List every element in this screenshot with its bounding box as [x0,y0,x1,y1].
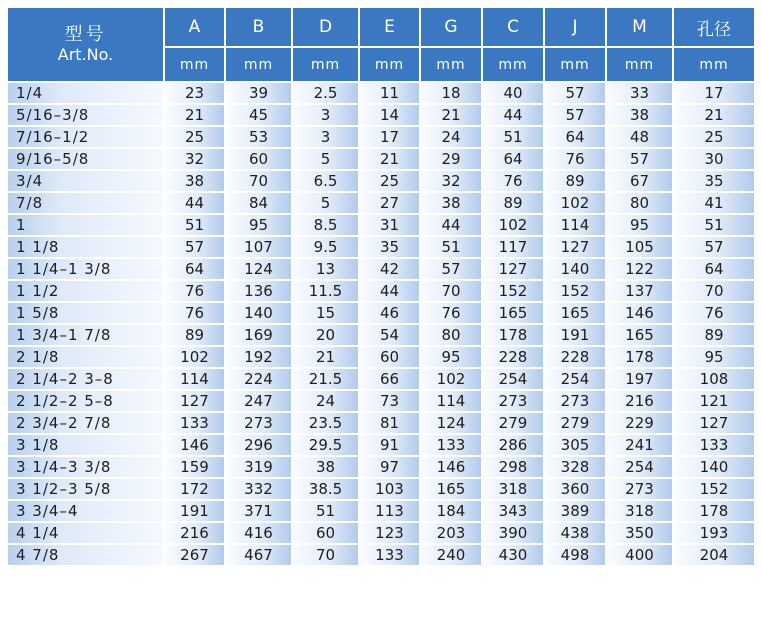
model-cell: 7/16–1/2 [8,127,163,147]
value-cell: 371 [226,501,291,521]
unit-j: mm [545,48,605,81]
value-cell: 81 [360,413,419,433]
value-cell: 318 [607,501,672,521]
value-cell: 390 [483,523,543,543]
value-cell: 38 [165,171,224,191]
value-cell: 102 [545,193,605,213]
value-cell: 400 [607,545,672,565]
value-cell: 247 [226,391,291,411]
value-cell: 25 [360,171,419,191]
value-cell: 66 [360,369,419,389]
value-cell: 216 [607,391,672,411]
value-cell: 15 [293,303,358,323]
value-cell: 254 [545,369,605,389]
value-cell: 184 [421,501,481,521]
value-cell: 430 [483,545,543,565]
table-row [8,479,754,499]
value-cell: 21 [165,105,224,125]
value-cell: 178 [483,325,543,345]
value-cell: 8.5 [293,215,358,235]
value-cell: 24 [293,391,358,411]
value-cell: 73 [360,391,419,411]
value-cell: 343 [483,501,543,521]
value-cell: 35 [674,171,754,191]
value-cell: 178 [607,347,672,367]
column-header-e: E [360,8,419,46]
value-cell: 6.5 [293,171,358,191]
value-cell: 17 [360,127,419,147]
value-cell: 30 [674,149,754,169]
value-cell: 89 [674,325,754,345]
value-cell: 203 [421,523,481,543]
value-cell: 13 [293,259,358,279]
value-cell: 191 [545,325,605,345]
value-cell: 29 [421,149,481,169]
value-cell: 114 [545,215,605,235]
value-cell: 137 [607,281,672,301]
value-cell: 241 [607,435,672,455]
model-cell: 3 1/2–3 5/8 [8,479,163,499]
unit-c: mm [483,48,543,81]
value-cell: 76 [483,171,543,191]
column-header-b: B [226,8,291,46]
value-cell: 3 [293,127,358,147]
value-cell: 35 [360,237,419,257]
value-cell: 178 [674,501,754,521]
model-header-en: Art.No. [57,44,114,64]
value-cell: 21 [674,105,754,125]
spec-table [6,6,756,567]
value-cell: 3 [293,105,358,125]
value-cell: 273 [483,391,543,411]
table-row [8,369,754,389]
model-cell: 2 3/4–2 7/8 [8,413,163,433]
value-cell: 298 [483,457,543,477]
unit-g: mm [421,48,481,81]
column-header-c: C [483,8,543,46]
value-cell: 23 [165,83,224,103]
value-cell: 102 [421,369,481,389]
value-cell: 127 [483,259,543,279]
value-cell: 42 [360,259,419,279]
model-cell: 1 [8,215,163,235]
table-row [8,303,754,323]
value-cell: 105 [607,237,672,257]
value-cell: 193 [674,523,754,543]
value-cell: 192 [226,347,291,367]
value-cell: 254 [483,369,543,389]
model-cell: 3/4 [8,171,163,191]
value-cell: 76 [165,281,224,301]
column-header-d: D [293,8,358,46]
value-cell: 229 [607,413,672,433]
value-cell: 172 [165,479,224,499]
value-cell: 38 [421,193,481,213]
value-cell: 89 [483,193,543,213]
value-cell: 152 [545,281,605,301]
value-cell: 46 [360,303,419,323]
model-cell: 4 7/8 [8,545,163,565]
value-cell: 228 [545,347,605,367]
table-row [8,237,754,257]
value-cell: 76 [165,303,224,323]
value-cell: 70 [293,545,358,565]
value-cell: 95 [421,347,481,367]
value-cell: 25 [165,127,224,147]
value-cell: 124 [421,413,481,433]
value-cell: 51 [674,215,754,235]
value-cell: 44 [165,193,224,213]
table-row [8,83,754,103]
model-cell: 1 1/8 [8,237,163,257]
value-cell: 11.5 [293,281,358,301]
value-cell: 279 [545,413,605,433]
column-header-g: G [421,8,481,46]
model-header-zh: 型号 [64,23,107,45]
model-cell: 1 1/4–1 3/8 [8,259,163,279]
value-cell: 57 [674,237,754,257]
value-cell: 20 [293,325,358,345]
model-cell: 1 3/4–1 7/8 [8,325,163,345]
value-cell: 2.5 [293,83,358,103]
value-cell: 23.5 [293,413,358,433]
value-cell: 438 [545,523,605,543]
model-cell: 2 1/4–2 3–8 [8,369,163,389]
value-cell: 228 [483,347,543,367]
value-cell: 9.5 [293,237,358,257]
value-cell: 57 [165,237,224,257]
value-cell: 64 [483,149,543,169]
value-cell: 216 [165,523,224,543]
value-cell: 64 [165,259,224,279]
value-cell: 57 [421,259,481,279]
value-cell: 32 [421,171,481,191]
spec-table-container [6,6,756,567]
value-cell: 14 [360,105,419,125]
value-cell: 29.5 [293,435,358,455]
value-cell: 102 [165,347,224,367]
value-cell: 45 [226,105,291,125]
value-cell: 117 [483,237,543,257]
model-cell: 3 1/8 [8,435,163,455]
table-row [8,127,754,147]
value-cell: 53 [226,127,291,147]
value-cell: 84 [226,193,291,213]
value-cell: 159 [165,457,224,477]
value-cell: 21 [293,347,358,367]
column-header-a: A [165,8,224,46]
value-cell: 107 [226,237,291,257]
column-header-bore: 孔径 [674,8,754,46]
table-row [8,435,754,455]
value-cell: 389 [545,501,605,521]
table-row [8,413,754,433]
value-cell: 332 [226,479,291,499]
value-cell: 89 [165,325,224,345]
model-cell: 1 1/2 [8,281,163,301]
column-header-j: J [545,8,605,46]
value-cell: 21.5 [293,369,358,389]
table-row [8,347,754,367]
value-cell: 80 [607,193,672,213]
value-cell: 102 [483,215,543,235]
value-cell: 54 [360,325,419,345]
value-cell: 38.5 [293,479,358,499]
value-cell: 67 [607,171,672,191]
value-cell: 108 [674,369,754,389]
value-cell: 273 [607,479,672,499]
table-row [8,171,754,191]
value-cell: 76 [674,303,754,323]
value-cell: 498 [545,545,605,565]
model-cell: 4 1/4 [8,523,163,543]
model-cell: 1/4 [8,83,163,103]
value-cell: 76 [545,149,605,169]
value-cell: 5 [293,149,358,169]
value-cell: 97 [360,457,419,477]
value-cell: 224 [226,369,291,389]
unit-a: mm [165,48,224,81]
value-cell: 146 [421,457,481,477]
table-row [8,215,754,235]
value-cell: 44 [483,105,543,125]
value-cell: 64 [545,127,605,147]
unit-b: mm [226,48,291,81]
model-cell: 2 1/2–2 5–8 [8,391,163,411]
value-cell: 122 [607,259,672,279]
value-cell: 416 [226,523,291,543]
value-cell: 127 [165,391,224,411]
value-cell: 204 [674,545,754,565]
value-cell: 60 [360,347,419,367]
value-cell: 152 [483,281,543,301]
model-cell: 2 1/8 [8,347,163,367]
value-cell: 91 [360,435,419,455]
table-row [8,523,754,543]
value-cell: 33 [607,83,672,103]
table-row [8,149,754,169]
unit-e: mm [360,48,419,81]
value-cell: 165 [421,479,481,499]
value-cell: 197 [607,369,672,389]
value-cell: 140 [545,259,605,279]
value-cell: 136 [226,281,291,301]
table-row [8,501,754,521]
table-row [8,281,754,301]
table-row [8,457,754,477]
value-cell: 103 [360,479,419,499]
model-cell: 3 1/4–3 3/8 [8,457,163,477]
value-cell: 38 [293,457,358,477]
value-cell: 121 [674,391,754,411]
value-cell: 127 [674,413,754,433]
value-cell: 60 [293,523,358,543]
model-cell: 1 5/8 [8,303,163,323]
value-cell: 240 [421,545,481,565]
value-cell: 286 [483,435,543,455]
value-cell: 60 [226,149,291,169]
unit-m: mm [607,48,672,81]
value-cell: 113 [360,501,419,521]
value-cell: 133 [360,545,419,565]
value-cell: 44 [360,281,419,301]
value-cell: 318 [483,479,543,499]
value-cell: 328 [545,457,605,477]
value-cell: 133 [421,435,481,455]
value-cell: 70 [226,171,291,191]
table-header [8,8,754,81]
table-row [8,545,754,565]
value-cell: 70 [421,281,481,301]
value-cell: 70 [674,281,754,301]
value-cell: 57 [545,105,605,125]
value-cell: 57 [607,149,672,169]
value-cell: 11 [360,83,419,103]
value-cell: 152 [674,479,754,499]
value-cell: 191 [165,501,224,521]
table-row [8,259,754,279]
table-row [8,105,754,125]
model-cell: 7/8 [8,193,163,213]
value-cell: 146 [607,303,672,323]
value-cell: 48 [607,127,672,147]
value-cell: 89 [545,171,605,191]
model-header [8,8,163,81]
value-cell: 95 [607,215,672,235]
value-cell: 127 [545,237,605,257]
value-cell: 165 [607,325,672,345]
value-cell: 57 [545,83,605,103]
value-cell: 51 [165,215,224,235]
value-cell: 64 [674,259,754,279]
value-cell: 133 [165,413,224,433]
value-cell: 165 [545,303,605,323]
value-cell: 140 [226,303,291,323]
value-cell: 80 [421,325,481,345]
table-body [8,83,754,565]
value-cell: 41 [674,193,754,213]
value-cell: 51 [483,127,543,147]
value-cell: 114 [421,391,481,411]
table-row [8,193,754,213]
column-header-m: M [607,8,672,46]
unit-bore: mm [674,48,754,81]
model-cell: 5/16–3/8 [8,105,163,125]
value-cell: 133 [674,435,754,455]
value-cell: 254 [607,457,672,477]
value-cell: 123 [360,523,419,543]
value-cell: 38 [607,105,672,125]
table-row [8,325,754,345]
unit-d: mm [293,48,358,81]
value-cell: 273 [226,413,291,433]
value-cell: 17 [674,83,754,103]
value-cell: 25 [674,127,754,147]
value-cell: 51 [421,237,481,257]
value-cell: 140 [674,457,754,477]
value-cell: 305 [545,435,605,455]
value-cell: 319 [226,457,291,477]
model-cell: 9/16–5/8 [8,149,163,169]
value-cell: 39 [226,83,291,103]
value-cell: 279 [483,413,543,433]
value-cell: 146 [165,435,224,455]
value-cell: 467 [226,545,291,565]
value-cell: 5 [293,193,358,213]
value-cell: 165 [483,303,543,323]
value-cell: 51 [293,501,358,521]
model-cell: 3 3/4–4 [8,501,163,521]
value-cell: 296 [226,435,291,455]
value-cell: 24 [421,127,481,147]
value-cell: 114 [165,369,224,389]
value-cell: 95 [226,215,291,235]
table-row [8,391,754,411]
value-cell: 21 [360,149,419,169]
value-cell: 21 [421,105,481,125]
value-cell: 40 [483,83,543,103]
value-cell: 27 [360,193,419,213]
value-cell: 267 [165,545,224,565]
value-cell: 360 [545,479,605,499]
value-cell: 169 [226,325,291,345]
value-cell: 76 [421,303,481,323]
value-cell: 32 [165,149,224,169]
value-cell: 44 [421,215,481,235]
value-cell: 31 [360,215,419,235]
value-cell: 350 [607,523,672,543]
value-cell: 124 [226,259,291,279]
value-cell: 18 [421,83,481,103]
value-cell: 273 [545,391,605,411]
value-cell: 95 [674,347,754,367]
